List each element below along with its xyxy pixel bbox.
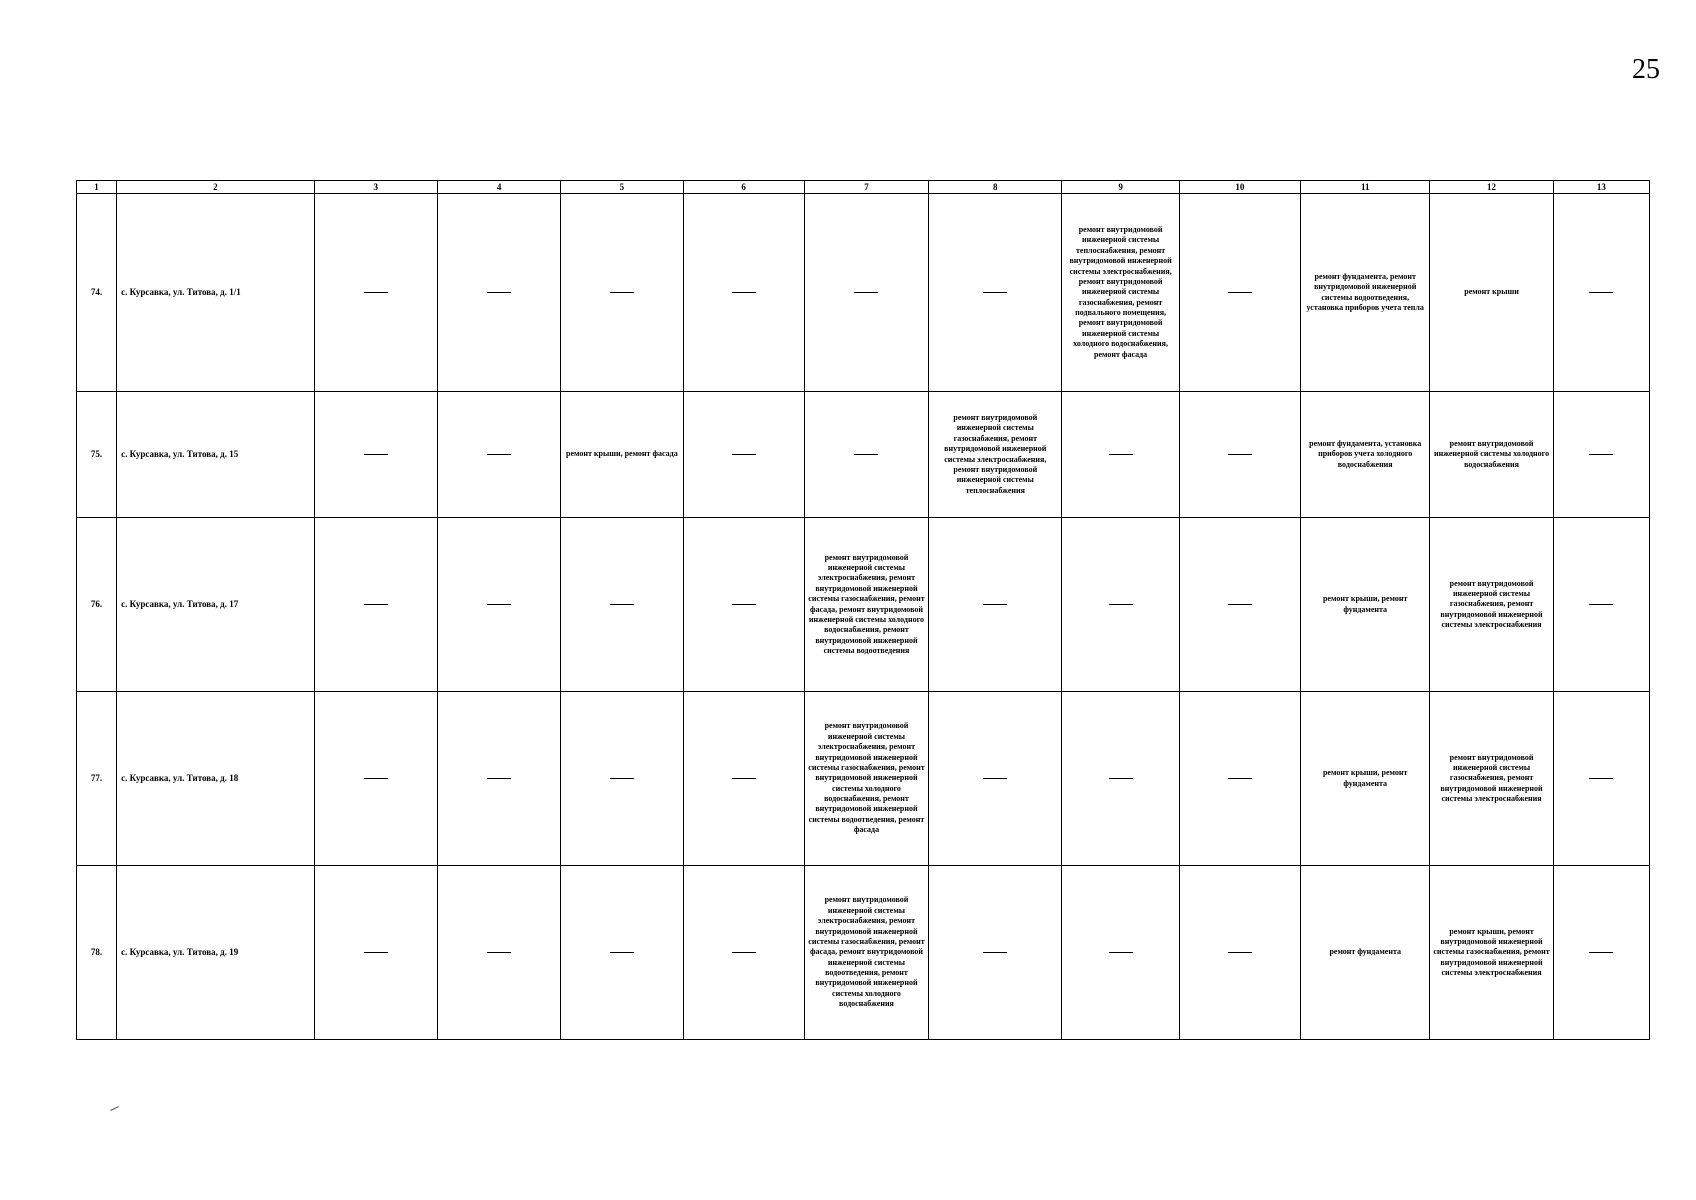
dash-mark	[1589, 604, 1613, 605]
row-number: 76.	[77, 518, 117, 692]
dash-mark	[1589, 952, 1613, 953]
row-address: с. Курсавка, ул. Титова, д. 18	[117, 692, 315, 866]
empty-cell	[683, 692, 804, 866]
column-header: 10	[1179, 181, 1300, 194]
dash-mark	[1109, 604, 1133, 605]
row-number: 74.	[77, 194, 117, 392]
dash-mark	[1589, 292, 1613, 293]
column-header: 5	[561, 181, 683, 194]
empty-cell	[314, 692, 437, 866]
empty-cell	[437, 866, 560, 1040]
dash-mark	[732, 778, 756, 779]
empty-cell	[561, 692, 683, 866]
dash-mark	[364, 778, 388, 779]
dash-mark	[854, 292, 878, 293]
scan-artifact-mark	[110, 1106, 119, 1111]
repair-works-cell: ремонт крыши	[1430, 194, 1553, 392]
column-header: 9	[1062, 181, 1179, 194]
empty-cell	[314, 518, 437, 692]
row-address: с. Курсавка, ул. Титова, д. 1/1	[117, 194, 315, 392]
dash-mark	[487, 292, 511, 293]
column-header: 8	[929, 181, 1062, 194]
empty-cell	[1179, 692, 1300, 866]
column-number-header-row	[77, 181, 1650, 194]
empty-cell	[929, 692, 1062, 866]
empty-cell	[314, 392, 437, 518]
dash-mark	[1228, 778, 1252, 779]
dash-mark	[487, 454, 511, 455]
repair-works-cell: ремонт крыши, ремонт фундамента	[1301, 692, 1430, 866]
repair-works-cell: ремонт крыши, ремонт внутридомовой инженерной системы газоснабжения, ремонт внутридомовой инженерной системы электроснабжения	[1430, 866, 1553, 1040]
dash-mark	[364, 952, 388, 953]
empty-cell	[561, 866, 683, 1040]
repair-works-cell: ремонт фундамента, ремонт внутридомовой инженерной системы водоотведения, установка приборов учета тепла	[1301, 194, 1430, 392]
repair-works-cell: ремонт фундамента	[1301, 866, 1430, 1040]
dash-mark	[1228, 952, 1252, 953]
dash-mark	[732, 952, 756, 953]
page-number: 25	[1632, 54, 1660, 85]
row-number: 77.	[77, 692, 117, 866]
column-header: 6	[683, 181, 804, 194]
dash-mark	[487, 604, 511, 605]
dash-mark	[1589, 778, 1613, 779]
dash-mark	[983, 604, 1007, 605]
repair-works-cell: ремонт внутридомовой инженерной системы электроснабжения, ремонт внутридомовой инженерной системы газоснабжения, ремонт фасада, ремонт внутридомовой инженерной системы холодного водоснабжения, ремонт внутридомовой инженерной системы водоотведения	[804, 518, 928, 692]
row-address: с. Курсавка, ул. Титова, д. 15	[117, 392, 315, 518]
repair-works-cell: ремонт внутридомовой инженерной системы электроснабжения, ремонт внутридомовой инженерной системы газоснабжения, ремонт фасада, ремонт внутридомовой инженерной системы водоотведения, ремонт внутридомовой инженерной системы холодного водоснабжения	[804, 866, 928, 1040]
column-header: 11	[1301, 181, 1430, 194]
empty-cell	[561, 194, 683, 392]
dash-mark	[1109, 952, 1133, 953]
empty-cell	[804, 194, 928, 392]
empty-cell	[683, 392, 804, 518]
table-row	[77, 866, 1650, 1040]
empty-cell	[1062, 692, 1179, 866]
dash-mark	[983, 778, 1007, 779]
dash-mark	[1589, 454, 1613, 455]
dash-mark	[1228, 292, 1252, 293]
empty-cell	[1062, 866, 1179, 1040]
empty-cell	[1553, 692, 1649, 866]
empty-cell	[437, 392, 560, 518]
dash-mark	[610, 778, 634, 779]
dash-mark	[983, 292, 1007, 293]
dash-mark	[1228, 604, 1252, 605]
dash-mark	[732, 604, 756, 605]
column-header: 2	[117, 181, 315, 194]
empty-cell	[1179, 518, 1300, 692]
empty-cell	[437, 692, 560, 866]
table-row	[77, 392, 1650, 518]
repair-works-cell: ремонт крыши, ремонт фундамента	[1301, 518, 1430, 692]
dash-mark	[1228, 454, 1252, 455]
empty-cell	[683, 518, 804, 692]
row-address: с. Курсавка, ул. Титова, д. 17	[117, 518, 315, 692]
repair-works-cell: ремонт внутридомовой инженерной системы электроснабжения, ремонт внутридомовой инженерной системы газоснабжения, ремонт внутридомовой инженерной системы холодного водоснабжения, ремонт внутридомовой инженерной системы водоотведения, ремонт фасада	[804, 692, 928, 866]
empty-cell	[804, 392, 928, 518]
dash-mark	[1109, 778, 1133, 779]
column-header: 4	[437, 181, 560, 194]
dash-mark	[364, 454, 388, 455]
repair-works-cell: ремонт внутридомовой инженерной системы газоснабжения, ремонт внутридомовой инженерной системы электроснабжения	[1430, 692, 1553, 866]
repair-works-cell: ремонт внутридомовой инженерной системы холодного водоснабжения	[1430, 392, 1553, 518]
dash-mark	[854, 454, 878, 455]
dash-mark	[610, 292, 634, 293]
dash-mark	[732, 454, 756, 455]
column-header: 3	[314, 181, 437, 194]
empty-cell	[929, 194, 1062, 392]
dash-mark	[364, 292, 388, 293]
dash-mark	[983, 952, 1007, 953]
empty-cell	[1179, 392, 1300, 518]
repair-schedule-table	[76, 180, 1650, 1040]
dash-mark	[732, 292, 756, 293]
empty-cell	[929, 866, 1062, 1040]
empty-cell	[1553, 392, 1649, 518]
repair-works-cell: ремонт фундамента, установка приборов учета холодного водоснабжения	[1301, 392, 1430, 518]
table-row	[77, 518, 1650, 692]
empty-cell	[1062, 518, 1179, 692]
dash-mark	[364, 604, 388, 605]
empty-cell	[683, 194, 804, 392]
empty-cell	[1553, 194, 1649, 392]
empty-cell	[1179, 866, 1300, 1040]
row-number: 75.	[77, 392, 117, 518]
dash-mark	[610, 604, 634, 605]
column-header: 7	[804, 181, 928, 194]
repair-works-cell: ремонт внутридомовой инженерной системы теплоснабжения, ремонт внутридомовой инженерной системы электроснабжения, ремонт внутридомовой инженерной системы газоснабжения, ремонт подвального помещения, ремонт внутридомовой инженерной системы холодного водоснабжения, ремонт фасада	[1062, 194, 1179, 392]
empty-cell	[1062, 392, 1179, 518]
dash-mark	[610, 952, 634, 953]
table-row	[77, 194, 1650, 392]
dash-mark	[1109, 454, 1133, 455]
column-header: 13	[1553, 181, 1649, 194]
empty-cell	[437, 518, 560, 692]
repair-works-cell: ремонт крыши, ремонт фасада	[561, 392, 683, 518]
empty-cell	[1179, 194, 1300, 392]
row-number: 78.	[77, 866, 117, 1040]
empty-cell	[437, 194, 560, 392]
empty-cell	[1553, 866, 1649, 1040]
column-header: 12	[1430, 181, 1553, 194]
table-row	[77, 692, 1650, 866]
row-address: с. Курсавка, ул. Титова, д. 19	[117, 866, 315, 1040]
empty-cell	[561, 518, 683, 692]
empty-cell	[929, 518, 1062, 692]
empty-cell	[314, 194, 437, 392]
empty-cell	[1553, 518, 1649, 692]
dash-mark	[487, 778, 511, 779]
dash-mark	[487, 952, 511, 953]
empty-cell	[683, 866, 804, 1040]
repair-works-cell: ремонт внутридомовой инженерной системы газоснабжения, ремонт внутридомовой инженерной системы электроснабжения	[1430, 518, 1553, 692]
empty-cell	[314, 866, 437, 1040]
repair-works-cell: ремонт внутридомовой инженерной системы газоснабжения, ремонт внутридомовой инженерной системы электроснабжения, ремонт внутридомовой инженерной системы теплоснабжения	[929, 392, 1062, 518]
column-header: 1	[77, 181, 117, 194]
